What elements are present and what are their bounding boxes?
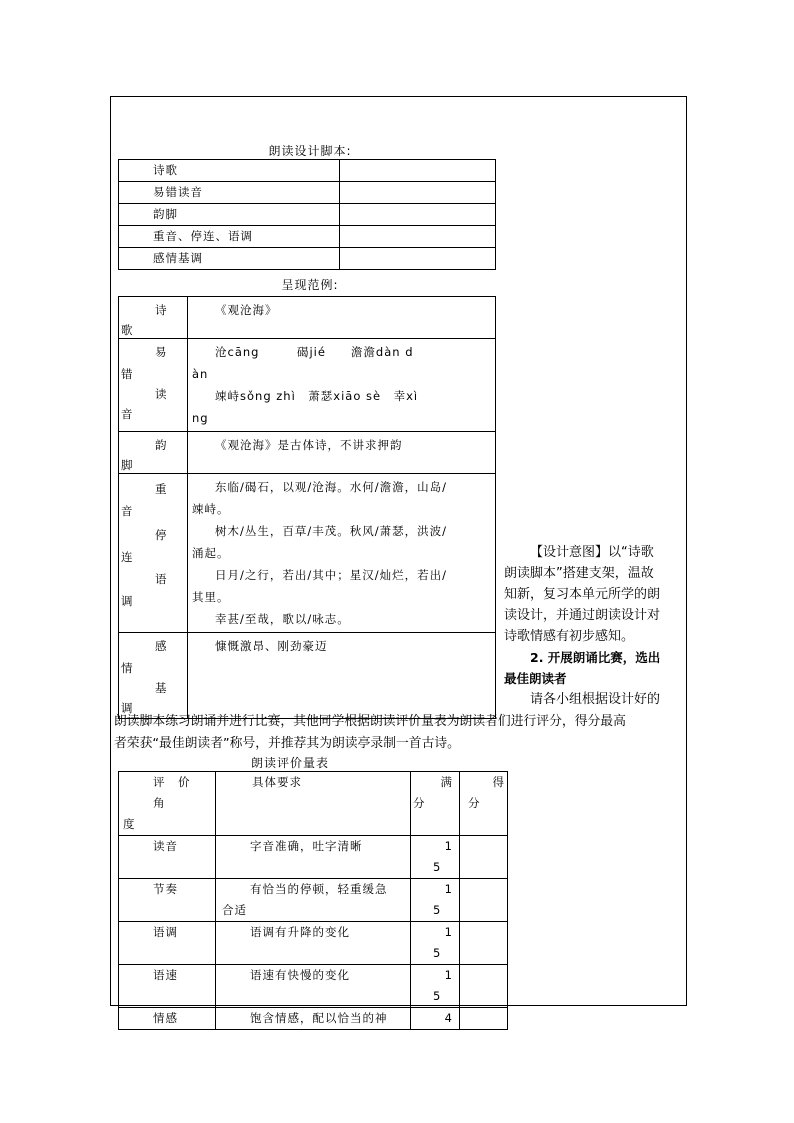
example-label-emotion: 感 情 基 调 [119, 633, 188, 719]
rubric-req: 字音准确，吐字清晰 [216, 836, 411, 879]
example-table [118, 296, 496, 719]
script-row-blank[interactable] [340, 160, 496, 182]
rubric-full-score: 1 5 [411, 965, 460, 1008]
rubric-full-score: 1 5 [411, 922, 460, 965]
script-row-label: 感情基调 [119, 248, 340, 270]
section-heading: 最佳朗读者 [504, 671, 567, 686]
rubric-got-score[interactable] [460, 965, 508, 1008]
rubric-caption: 朗读评价量表 [250, 756, 329, 770]
rubric-req: 语速有快慢的变化 [216, 965, 411, 1008]
script-row-blank[interactable] [340, 182, 496, 204]
rubric-angle: 语调 [119, 922, 216, 965]
example-label-stress: 重 音 停 连 语 调 [119, 474, 188, 633]
script-row-label: 易错读音 [119, 182, 340, 204]
rubric-req: 有恰当的停顿，轻重缓急 合适 [216, 879, 411, 922]
paragraph-line: 者荣获“最佳朗读者”称号，并推荐其为朗读亭录制一首古诗。 [114, 736, 460, 751]
rubric-angle: 情感 [119, 1008, 216, 1030]
rubric-req: 饱含情感，配以恰当的神 [216, 1008, 411, 1030]
example-stress-value: 东临/碣石，以观/沧海。水何/澹澹，山岛/ 竦峙。 树木/丛生，百草/丰茂。秋风/萧瑟，洪波/ 涌起。 日月/之行，若出/其中；星汉/灿烂，若出/ 其里。 幸甚/至哉，歌以/咏志。 [188, 474, 496, 633]
rubric-req: 语调有升降的变化 [216, 922, 411, 965]
rubric-angle: 节奏 [119, 879, 216, 922]
example-rhyme-value: 《观沧海》是古体诗，不讲求押韵 [188, 432, 496, 474]
rubric-got-score[interactable] [460, 879, 508, 922]
example-emotion-value: 慷慨激昂、刚劲豪迈 [188, 633, 496, 719]
script-table [118, 159, 496, 270]
rubric-table [118, 771, 508, 1030]
script-row-blank[interactable] [340, 204, 496, 226]
script-row-blank[interactable] [340, 248, 496, 270]
script-table-caption: 朗读设计脚本: [268, 144, 352, 158]
rubric-head-req: 具体要求 [216, 772, 411, 836]
paragraph-start: 请各小组根据设计好的 [530, 692, 661, 707]
rubric-head-angle: 评 价 角 度 [119, 772, 216, 836]
design-intent-line: 诗歌情感有初步感知。 [504, 629, 635, 644]
example-label-pron: 易 错 读 音 [119, 339, 188, 432]
rubric-angle: 读音 [119, 836, 216, 879]
paragraph-line: 朗读脚本练习朗诵并进行比赛，其他同学根据朗读评价量表为朗读者们进行评分，得分最高 [114, 714, 626, 729]
example-caption: 呈现范例: [281, 278, 339, 292]
rubric-head-got: 得 分 [460, 772, 508, 836]
rubric-head-full: 满 分 [411, 772, 460, 836]
rubric-full-score: 1 5 [411, 836, 460, 879]
rubric-angle: 语速 [119, 965, 216, 1008]
section-heading: 2. 开展朗诵比赛，选出 [530, 650, 661, 665]
example-pron-value: 沧cāng 碣jié 澹澹dàn d àn 竦峙sǒng zhì 萧瑟xiāo sè 幸xì ng [188, 339, 496, 432]
design-intent-line: 读设计，并通过朗读设计对 [504, 608, 661, 623]
design-intent-note [504, 542, 684, 710]
rubric-full-score: 4 [411, 1008, 460, 1030]
example-label-poem: 诗 歌 [119, 297, 188, 339]
example-label-rhyme: 韵 脚 [119, 432, 188, 474]
rubric-got-score[interactable] [460, 1008, 508, 1030]
rubric-got-score[interactable] [460, 836, 508, 879]
example-poem-value: 《观沧海》 [188, 297, 496, 339]
rubric-full-score: 1 5 [411, 879, 460, 922]
script-row-blank[interactable] [340, 226, 496, 248]
script-row-label: 重音、停连、语调 [119, 226, 340, 248]
design-intent-line: 朗读脚本”搭建支架，温故 [504, 566, 654, 581]
rubric-got-score[interactable] [460, 922, 508, 965]
script-row-label: 韵脚 [119, 204, 340, 226]
script-row-label: 诗歌 [119, 160, 340, 182]
design-intent-line: 【设计意图】以“诗歌 [530, 545, 654, 560]
design-intent-line: 知新，复习本单元所学的朗 [504, 587, 661, 602]
